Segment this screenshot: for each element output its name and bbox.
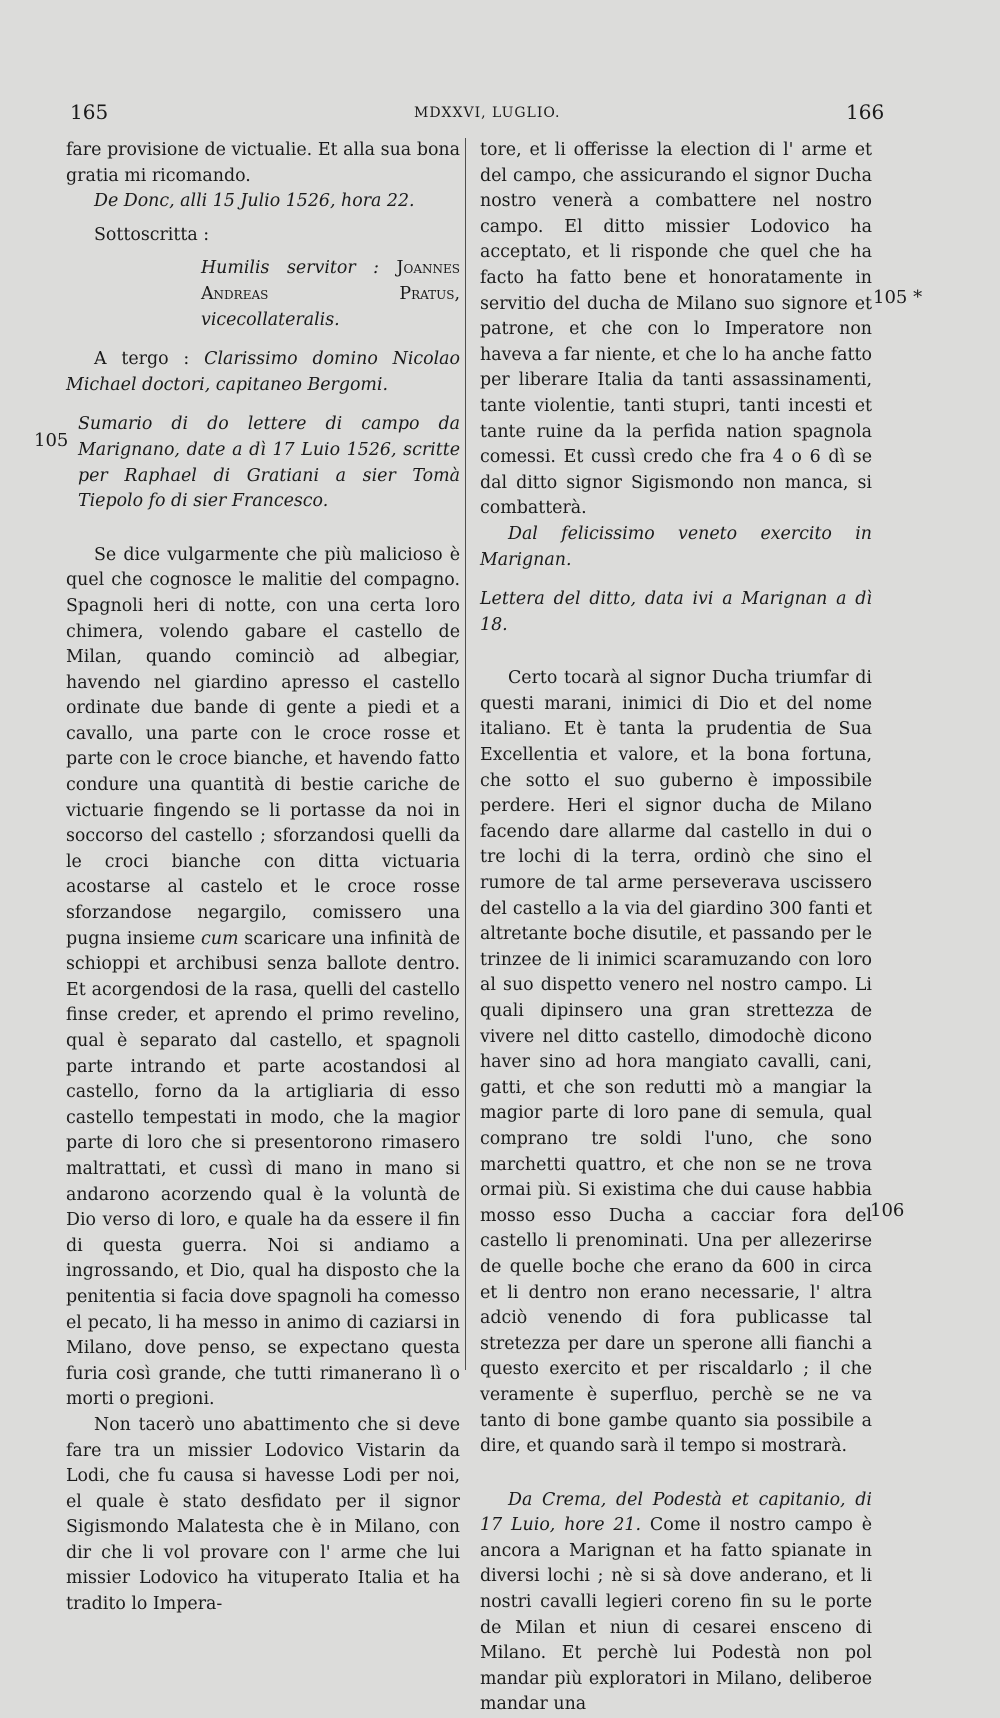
summary-heading: Sumario di do lettere di campo da Marignano, date a dì 17 Luio 1526, scritte per Raphael di Gratiani a sier Tomà Tiepolo fo di sier Francesco.	[78, 414, 460, 512]
letter-dateline: De Donc, alli 15 Julio 1526, hora 22.	[94, 191, 415, 212]
page-number-left: 165	[70, 100, 109, 124]
column-divider	[465, 138, 466, 1370]
left-column	[66, 138, 460, 1618]
running-header	[0, 100, 1000, 130]
address-line	[66, 347, 460, 398]
running-title: MDXXVI, LUGLIO.	[414, 105, 561, 121]
signature-block	[201, 256, 460, 333]
crema-paragraph	[480, 1488, 872, 1718]
signature-title: vicecollateralis.	[201, 309, 340, 330]
signature-formula: Humilis servitor :	[201, 258, 380, 279]
crema-dateline: Da Crema, del Podestà et capitanio, di 17 Luio, hore 21.	[480, 1489, 872, 1536]
latin-word: cum	[201, 928, 239, 949]
body-paragraph-2: Non tacerò uno abattimento che si deve fare tra un missier Lodovico Vistarin da Lodi, che fu causa si havesse Lodi per noi, el quale è stato desfidato per il signor Sigismondo Malatesta che è in Milano, con dir che li vol provare con l' arme che lui missier Lodovico ha vituperato Italia et ha tradito lo Impera-	[66, 1414, 460, 1615]
page-number-right: 166	[846, 100, 885, 124]
signature-intro: Sottoscritta :	[94, 224, 210, 245]
marginal-number-105-left: 105	[34, 430, 69, 451]
continued-paragraph: tore, et li offerisse la election di l' arme et del campo, che assicurando el signor Ducha nostro venerà a combattere nel nostro campo. El ditto missier Lodovico ha acceptato, et li risponde che quel che ha facto ha fatto bene et honoratamente in servitio del ducha de Milano suo signore et patrone, et che con lo Imperatore non haveva a far niente, et che lo ha anche fatto per liberare Italia da tanti assassinamenti, tante violentie, tanti stupri, tanti incesti et tante ruine da la perfida nation spagnola comessi. Et cussì credo che fra 4 o 6 dì se dal ditto signor Sigismondo non manca, si combatterà.	[480, 140, 872, 519]
letter-body: Certo tocarà al signor Ducha triumfar di questi marani, inimici di Dio et del nome italiano. Et è tanta la prudentia de Sua Excellentia et valore, et la bona fortuna, che sotto el suo guberno è impossibile perdere. Heri el signor ducha de Milano facendo dare allarme dal castello in dui o tre lochi di la terra, ordinò che sino el rumore de tal arme perseverava uscissero del castello a la via del giardino 300 fanti et altretante boche disutile, et passando per le trinzee de li inimici scaramuzando con loro al suo dispetto venero nel nostro campo. Li quali dipinsero una gran strettezza de vivere nel ditto castello, dimodochè dicono haver sino ad hora mangiato cavalli, cani, gatti, et che son redutti mò a mangiar la magior parte di loro pane di semula, qual comprano tre soldi l'uno, che sono marchetti quattro, et che non se ne trova ormai più. Si existima che dui cause habbia mosso esso Ducha a cacciar fora del castello li prenominati. Una per allezerirse de quelle boche che erano da 600 in circa et li dentro non erano necessarie, l' altra adciò venendo di fora publicasse tal stretezza per dare un sperone alli fianchi a questo exercito et per riscaldarlo ; il che veramente è superfluo, perchè se ne va tanto di bone gambe quanto sia possibile a dire, et quando sarà il tempo si mostrarà.	[480, 668, 872, 1457]
body-paragraph-1: Se dice vulgarmente che più malicioso è quel che cognosce le malitie del compagno. Spagnoli heri di notte, con una certa loro chimera, volendo gabare el castello de Milan, quando cominciò ad albegiar, havendo nel giardino apresso el castello ordinate due bande di gente a piedi et a cavallo, una parte con le croce rosse et parte con le croce bianche, et havendo fatto condure una quantità di bestie cariche de victuarie fingendo se li portasse da noi in soccorso del castello ; sforzandosi quelli da le croci bianche con ditta victuaria acostarse al castelo et le croce rosse sforzandose negargilo, comissero una pugna insieme cum scaricare una infinità de schioppi et archibusi senza ballote dentro. Et acorgendosi de la rasa, quelli del castello finse creder, et aprendo el primo revelino, qual è separato dal castello, et spagnoli parte intrando et parte acostandosi al castello, forno da la artigliaria di esso castello tempestati in modo, che la magior parte di loro che si presentorono rimasero maltrattati, et cussì di mano in mano si andarono acorzendo qual è la voluntà de Dio verso di loro, e quale ha da essere il fin di questa guerra. Noi si andiamo a ingrossando, et Dio, qual ha disposto che la penitentia si facia dove spagnoli ha comesso el pecato, li ha messo in animo di caziarsi in Milano, dove penso, se expectano questa furia così grande, che tutti rimanerano lì o morti o pregioni.	[66, 544, 461, 1410]
address-text: Clarissimo domino Nicolao Michael doctori, capitaneo Bergomi.	[66, 349, 461, 395]
dateline-heading: Dal felicissimo veneto exercito in Marignan.	[480, 523, 872, 570]
address-label: A tergo :	[94, 349, 190, 370]
signature-name: Joannes Andreas Pratus,	[201, 258, 461, 304]
marginal-number-105-right: 105 *	[873, 287, 923, 308]
letter-heading: Lettera del ditto, data ivi a Marignan a dì 18.	[480, 589, 872, 635]
right-column	[480, 138, 872, 1718]
crema-text: Come il nostro campo è ancora a Marignan et ha fatto spianate in diversi lochi ; nè si sà dove anderano, et li nostri cavalli legieri coreno fin su le porte de Milan et niun di cesarei ensceno di Milano. Et perchè lui Podestà non pol mandar più exploratori in Milano, deliberoe mandar una	[480, 1515, 872, 1715]
marginal-number-106: 106	[870, 1200, 905, 1221]
closing-paragraph: fare provisione de victualie. Et alla sua bona gratia mi ricomando.	[66, 140, 460, 186]
